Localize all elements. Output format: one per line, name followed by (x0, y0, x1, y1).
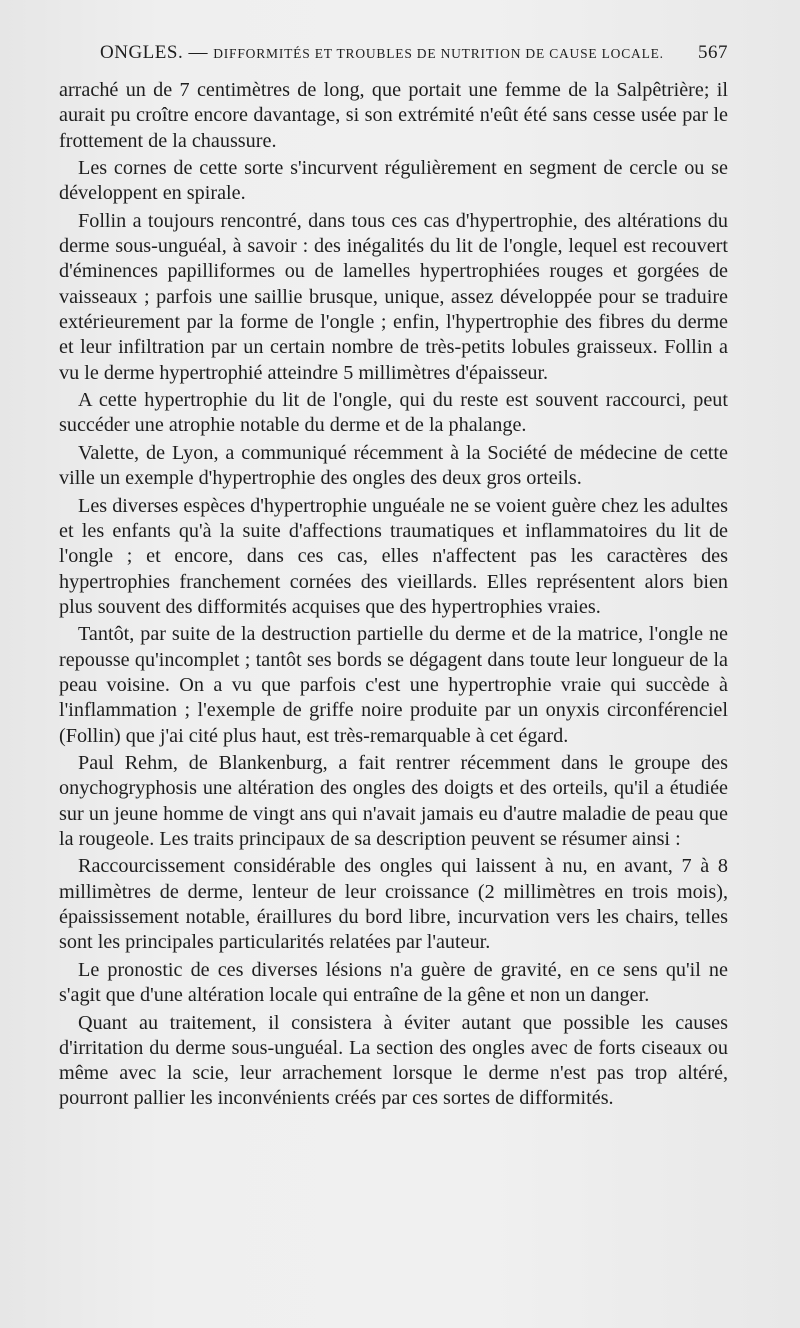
page-number: 567 (698, 42, 728, 63)
paragraph: Tantôt, par suite de la destruction partielle du derme et de la matrice, l'ongle ne repousse qu'incomplet ; tantôt ses bords se dégagent dans toute leur longueur de la peau voisine. On a vu que parfois c'est une hypertrophie vraie qui succède à l'inflammation ; l'exemple de griffe noire produite par un onyxis circonférenciel (Follin) que j'ai cité plus haut, est très-remarquable à cet égard. (59, 623, 728, 747)
paragraph: Raccourcissement considérable des ongles qui laissent à nu, en avant, 7 à 8 millimètres de derme, lenteur de leur croissance (2 millimètres en trois mois), épaississement notable, éraillures du bord libre, incurvation vers les chairs, telles sont les principales particularités relatées par l'auteur. (59, 855, 728, 954)
body-text (59, 78, 728, 1114)
paragraph: Les cornes de cette sorte s'incurvent régulièrement en segment de cercle ou se développent en spirale. (59, 157, 728, 205)
running-header (100, 42, 728, 72)
paragraph: Les diverses espèces d'hypertrophie unguéale ne se voient guère chez les adultes et les enfants qu'à la suite d'affections traumatiques et inflammatoires du lit de l'ongle ; et encore, dans ces cas, elles n'affectent pas les caractères des hypertrophies franchement cornées des vieillards. Elles représentent alors bien plus souvent des difformités acquises que des hypertrophies vraies. (59, 494, 728, 618)
paragraph: Valette, de Lyon, a communiqué récemment à la Société de médecine de cette ville un exemple d'hypertrophie des ongles des deux gros orteils. (59, 441, 728, 490)
header-main-title: ONGLES. (100, 42, 184, 63)
running-title (100, 42, 664, 64)
paragraph: Paul Rehm, de Blankenburg, a fait rentrer récemment dans le groupe des onychogryphosis une altération des ongles des doigts et des orteils, qu'il a étudiée sur un jeune homme de vingt ans qui n'avait jamais eu d'autre maladie de peau que la rougeole. Les traits principaux de sa description peuvent se résumer ainsi : (59, 752, 728, 850)
paragraph: arraché un de 7 centimètres de long, que portait une femme de la Salpêtrière; il aurait pu croître encore davantage, si son extrémité n'eût été sans cesse usée par le frottement de la chaussure. (59, 79, 728, 152)
header-subtitle: DIFFORMITÉS ET TROUBLES DE NUTRITION DE CAUSE LOCALE. (213, 46, 664, 61)
paragraph: Le pronostic de ces diverses lésions n'a guère de gravité, en ce sens qu'il ne s'agit que d'une altération locale qui entraîne de la gêne et non un danger. (59, 958, 728, 1007)
paragraph: A cette hypertrophie du lit de l'ongle, qui du reste est souvent raccourci, peut succéder une atrophie notable du derme et de la phalange. (59, 389, 728, 437)
paragraph: Follin a toujours rencontré, dans tous ces cas d'hypertrophie, des altérations du derme sous-unguéal, à savoir : des inégalités du lit de l'ongle, lequel est recouvert d'éminences papilliformes ou de lamelles hypertrophiées rouges et gorgées de vaisseaux ; parfois une saillie brusque, unique, assez développée pour se traduire extérieurement par la forme de l'ongle ; enfin, l'hypertrophie des fibres du derme et leur infiltration par un certain nombre de très-petits lobules graisseux. Follin a vu le derme hypertrophié atteindre 5 millimètres d'épaisseur. (59, 209, 728, 384)
paragraph: Quant au traitement, il consistera à éviter autant que possible les causes d'irritation du derme sous-unguéal. La section des ongles avec de forts ciseaux ou même avec la scie, leur arrachement lorsque le derme n'est pas trop altéré, pourront pallier les inconvénients créés par ces sortes de difformités. (59, 1011, 728, 1110)
header-separator: — (188, 42, 208, 63)
